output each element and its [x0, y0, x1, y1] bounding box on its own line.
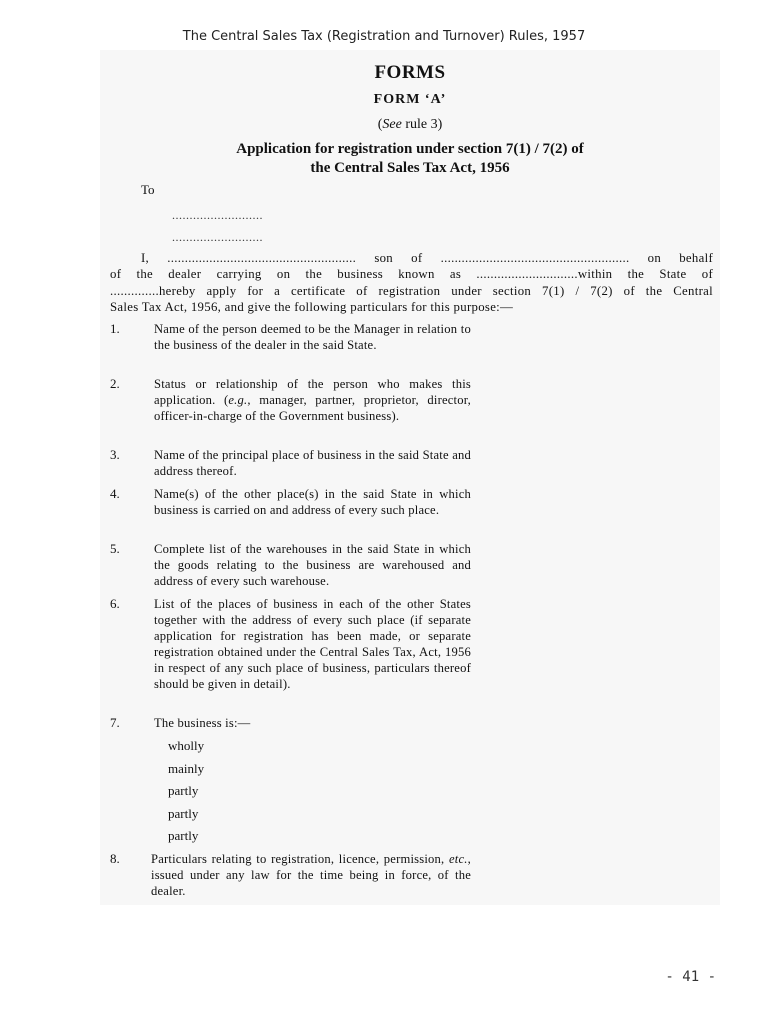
intro-line-1: I, ...................................................... son of ...................................................... on behalf	[141, 251, 713, 265]
intro-line-3: ..............hereby apply for a certificate of registration under section 7(1) / 7(2) of the Central	[110, 284, 713, 298]
business-option-mainly: mainly	[168, 761, 205, 776]
intro-line-4: Sales Tax Act, 1956, and give the following particulars for this purpose:—	[110, 300, 514, 314]
application-title	[100, 140, 720, 178]
business-option-partly-1: partly	[168, 783, 199, 798]
forms-title: FORMS	[374, 62, 446, 83]
form-label: FORM ‘A’	[373, 92, 447, 107]
business-option-wholly: wholly	[168, 738, 205, 753]
item-5-number: 5.	[110, 541, 120, 556]
item-7-text: The business is:—	[154, 716, 251, 730]
item-8-number: 8.	[110, 851, 120, 866]
to-label: To	[141, 182, 155, 197]
item-1-text: Name of the person deemed to be the Manager in relation to the business of the dealer in the said State.	[154, 322, 471, 352]
business-option-partly-3: partly	[168, 828, 199, 843]
item-7-number: 7.	[110, 715, 120, 730]
address-line-1: ..........................	[172, 208, 263, 222]
item-6-number: 6.	[110, 596, 120, 611]
item-4-number: 4.	[110, 486, 120, 501]
rule-ref-rule: rule 3)	[405, 117, 443, 132]
running-header: The Central Sales Tax (Registration and Turnover) Rules, 1957	[182, 29, 586, 44]
rule-reference: (See rule 3)	[377, 117, 443, 132]
item-2-text: Status or relationship of the person who makes this application. (e.g., manager, partner, proprietor, director, officer-in-charge of the Government business).	[154, 377, 471, 423]
item-1-number: 1.	[110, 321, 120, 336]
application-title-line-2: the Central Sales Tax Act, 1956	[310, 160, 510, 176]
intro-line-2: of the dealer carrying on the business known as .............................within the State of	[110, 267, 713, 281]
item-3-number: 3.	[110, 447, 120, 462]
address-line-2: ..........................	[172, 230, 263, 244]
item-8-text: Particulars relating to registration, licence, permission, etc., issued under any law for the time being in force, of the dealer.	[151, 852, 471, 898]
item-3-text: Name of the principal place of business in the said State and address thereof.	[154, 448, 471, 478]
business-option-partly-2: partly	[168, 806, 199, 821]
page-number: - 41 -	[665, 969, 716, 985]
rule-ref-see: See	[382, 117, 402, 132]
item-2-number: 2.	[110, 376, 120, 391]
item-5-text: Complete list of the warehouses in the said State in which the goods relating to the business are warehoused and address of every such warehouse.	[154, 542, 471, 588]
item-6-text: List of the places of business in each of the other States together with the address of every such place (if separate application for registration has been made, or separate registration obtained under the Central Sales Tax, Act, 1956 in respect of any such place of business, particulars thereof should be given in detail).	[154, 597, 471, 691]
item-4-text: Name(s) of the other place(s) in the said State in which business is carried on and address of every such place.	[154, 487, 471, 517]
application-title-line-1: Application for registration under section 7(1) / 7(2) of	[236, 141, 584, 157]
